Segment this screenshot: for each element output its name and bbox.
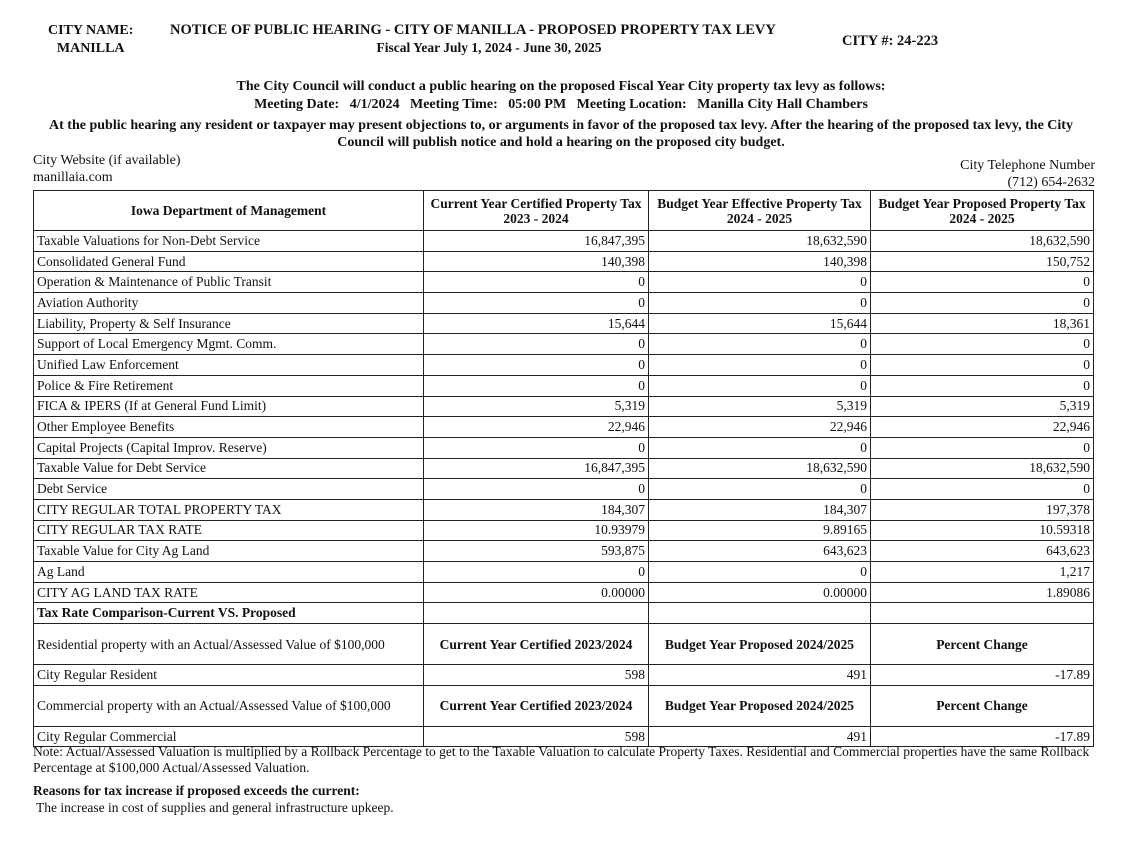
row-label: Capital Projects (Capital Improv. Reserve)	[34, 437, 424, 458]
residential-percent-change: -17.89	[871, 665, 1094, 686]
row-label: Police & Fire Retirement	[34, 375, 424, 396]
table-row	[34, 355, 1094, 376]
row-value: 0	[424, 355, 649, 376]
residential-col3-header: Percent Change	[871, 624, 1094, 665]
city-name-block	[48, 22, 133, 58]
commercial-current: 598	[424, 726, 649, 747]
row-value: 0	[424, 334, 649, 355]
website-url: manillaia.com	[33, 170, 113, 185]
row-value: 0	[649, 355, 871, 376]
row-value: 5,319	[649, 396, 871, 417]
table-row	[34, 417, 1094, 438]
row-value: 643,623	[871, 541, 1094, 562]
residential-row-label: City Regular Resident	[34, 665, 424, 686]
residential-current: 598	[424, 665, 649, 686]
row-value: 0	[649, 272, 871, 293]
table-row	[34, 499, 1094, 520]
table-row	[34, 458, 1094, 479]
table-row	[34, 231, 1094, 252]
row-value: 15,644	[424, 313, 649, 334]
residential-label: Residential property with an Actual/Assessed Value of $100,000	[34, 624, 424, 665]
row-value: 1,217	[871, 562, 1094, 583]
row-value: 0	[871, 479, 1094, 500]
table-row	[34, 582, 1094, 603]
commercial-percent-change: -17.89	[871, 726, 1094, 747]
website-block	[33, 152, 181, 186]
row-value: 5,319	[424, 396, 649, 417]
row-value: 0	[424, 293, 649, 314]
row-label: Consolidated General Fund	[34, 251, 424, 272]
residential-header-row	[34, 624, 1094, 665]
row-label: Operation & Maintenance of Public Transit	[34, 272, 424, 293]
residential-col1-header: Current Year Certified 2023/2024	[424, 624, 649, 665]
row-value: 0	[649, 437, 871, 458]
row-value: 0	[424, 562, 649, 583]
commercial-header-row	[34, 685, 1094, 726]
row-value: 0	[871, 334, 1094, 355]
row-value: 184,307	[424, 499, 649, 520]
row-value: 184,307	[649, 499, 871, 520]
row-value: 0	[424, 272, 649, 293]
blank-cell	[649, 603, 871, 624]
row-value: 0.00000	[424, 582, 649, 603]
table-row	[34, 375, 1094, 396]
row-label: CITY REGULAR TOTAL PROPERTY TAX	[34, 499, 424, 520]
row-value: 0	[424, 479, 649, 500]
row-value: 643,623	[649, 541, 871, 562]
commercial-col3-header: Percent Change	[871, 685, 1094, 726]
city-name: MANILLA	[56, 41, 125, 56]
row-value: 22,946	[649, 417, 871, 438]
row-label: Taxable Value for City Ag Land	[34, 541, 424, 562]
row-value: 15,644	[649, 313, 871, 334]
col-header-proposed: Budget Year Proposed Property Tax 2024 - 2025	[871, 191, 1094, 231]
row-value: 16,847,395	[424, 458, 649, 479]
reasons-heading: Reasons for tax increase if proposed exceeds the current:	[33, 783, 360, 798]
commercial-col1-header: Current Year Certified 2023/2024	[424, 685, 649, 726]
row-label: Taxable Valuations for Non-Debt Service	[34, 231, 424, 252]
table-row	[34, 437, 1094, 458]
row-label: CITY AG LAND TAX RATE	[34, 582, 424, 603]
row-value: 9.89165	[649, 520, 871, 541]
row-label: Support of Local Emergency Mgmt. Comm.	[34, 334, 424, 355]
row-value: 140,398	[424, 251, 649, 272]
row-value: 22,946	[871, 417, 1094, 438]
row-value: 0	[649, 293, 871, 314]
levy-rows	[34, 231, 1094, 603]
phone-label: City Telephone Number	[960, 158, 1095, 173]
table-row	[34, 562, 1094, 583]
row-label: Aviation Authority	[34, 293, 424, 314]
commercial-row-label: City Regular Commercial	[34, 726, 424, 747]
table-row	[34, 541, 1094, 562]
row-value: 18,632,590	[649, 458, 871, 479]
table-row	[34, 479, 1094, 500]
row-value: 18,632,590	[649, 231, 871, 252]
row-value: 1.89086	[871, 582, 1094, 603]
residential-value-row	[34, 665, 1094, 686]
row-label: Other Employee Benefits	[34, 417, 424, 438]
row-value: 0	[649, 334, 871, 355]
blank-cell	[424, 603, 649, 624]
row-value: 5,319	[871, 396, 1094, 417]
row-value: 0	[649, 479, 871, 500]
row-value: 16,847,395	[424, 231, 649, 252]
row-value: 140,398	[649, 251, 871, 272]
row-value: 18,632,590	[871, 231, 1094, 252]
residential-col2-header: Budget Year Proposed 2024/2025	[649, 624, 871, 665]
row-value: 150,752	[871, 251, 1094, 272]
table-row	[34, 293, 1094, 314]
residential-proposed: 491	[649, 665, 871, 686]
phone-block	[900, 157, 1095, 191]
commercial-proposed: 491	[649, 726, 871, 747]
row-value: 0	[871, 437, 1094, 458]
blank-cell	[871, 603, 1094, 624]
row-label: Taxable Value for Debt Service	[34, 458, 424, 479]
col-header-iowa-dom: Iowa Department of Management	[34, 191, 424, 231]
row-value: 0.00000	[649, 582, 871, 603]
row-value: 0	[649, 562, 871, 583]
table-row	[34, 251, 1094, 272]
table-row	[34, 313, 1094, 334]
row-value: 0	[649, 375, 871, 396]
row-label: Liability, Property & Self Insurance	[34, 313, 424, 334]
row-value: 0	[424, 375, 649, 396]
phone-number: (712) 654-2632	[1007, 175, 1095, 190]
intro-line-1: The City Council will conduct a public hearing on the proposed Fiscal Year City property tax levy as follows:	[236, 79, 886, 94]
row-value: 22,946	[424, 417, 649, 438]
table-row	[34, 272, 1094, 293]
row-label: Debt Service	[34, 479, 424, 500]
row-value: 18,632,590	[871, 458, 1094, 479]
commercial-label: Commercial property with an Actual/Assessed Value of $100,000	[34, 685, 424, 726]
city-number: CITY #: 24-223	[842, 33, 939, 49]
commercial-col2-header: Budget Year Proposed 2024/2025	[649, 685, 871, 726]
row-value: 0	[871, 272, 1094, 293]
row-label: FICA & IPERS (If at General Fund Limit)	[34, 396, 424, 417]
tax-levy-table	[33, 190, 1094, 747]
row-label: CITY REGULAR TAX RATE	[34, 520, 424, 541]
table-row	[34, 396, 1094, 417]
table-row	[34, 334, 1094, 355]
col-header-current-year: Current Year Certified Property Tax 2023 - 2024	[424, 191, 649, 231]
city-name-label: CITY NAME:	[48, 23, 134, 38]
website-label: City Website (if available)	[33, 153, 181, 168]
notice-title: NOTICE OF PUBLIC HEARING - CITY OF MANILLA - PROPOSED PROPERTY TAX LEVY	[170, 22, 776, 38]
table-header-row	[34, 191, 1094, 231]
row-value: 593,875	[424, 541, 649, 562]
col-header-effective: Budget Year Effective Property Tax 2024 - 2025	[649, 191, 871, 231]
row-label: Ag Land	[34, 562, 424, 583]
fiscal-year: Fiscal Year July 1, 2024 - June 30, 2025	[376, 40, 602, 55]
row-value: 197,378	[871, 499, 1094, 520]
row-value: 0	[871, 375, 1094, 396]
comparison-section	[34, 603, 1094, 747]
row-value: 0	[871, 293, 1094, 314]
row-value: 0	[424, 437, 649, 458]
row-value: 10.93979	[424, 520, 649, 541]
notice-title-block	[170, 21, 820, 57]
comparison-title-row	[34, 603, 1094, 624]
table-row	[34, 520, 1094, 541]
reasons-text: The increase in cost of supplies and general infrastructure upkeep.	[36, 800, 394, 815]
hearing-description: At the public hearing any resident or taxpayer may present objections to, or arguments in favor of the proposed tax levy. After the hearing of the proposed tax levy, the City Council will publish notice and hold a hearing on the proposed city budget.	[49, 118, 1073, 150]
row-value: 10.59318	[871, 520, 1094, 541]
row-label: Unified Law Enforcement	[34, 355, 424, 376]
row-value: 0	[871, 355, 1094, 376]
comparison-title: Tax Rate Comparison-Current VS. Proposed	[34, 603, 424, 624]
row-value: 18,361	[871, 313, 1094, 334]
meeting-details: Meeting Date: 4/1/2024 Meeting Time: 05:00 PM Meeting Location: Manilla City Hall Chambers	[254, 97, 868, 112]
rollback-note: Note: Actual/Assessed Valuation is multiplied by a Rollback Percentage to get to the Taxable Valuation to calculate Property Taxes. Residential and Commercial properties have the same Rollback Percentage at $100,000 Actual/Assessed Valuation.	[33, 744, 1090, 775]
